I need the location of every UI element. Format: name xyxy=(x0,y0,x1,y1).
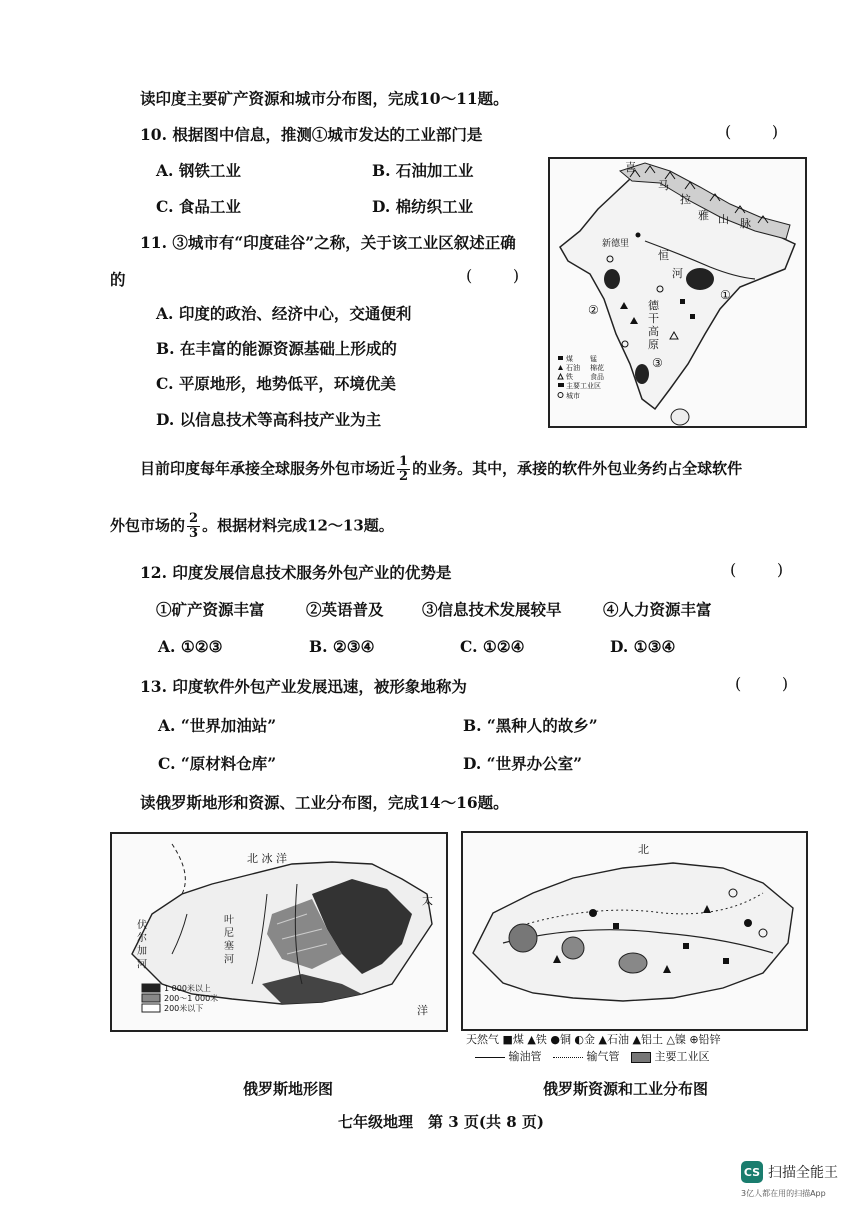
himalaya-label-5: 山 xyxy=(718,213,729,226)
india-minerals-map xyxy=(548,157,807,428)
q12-item-3: ③信息技术发展较早 xyxy=(422,600,562,619)
legend-cotton: 棉花 xyxy=(590,364,604,372)
fraction-two-thirds xyxy=(187,512,200,541)
new-delhi-label: 新德里 xyxy=(602,239,630,249)
q11-option-c: C. 平原地形，地势低平，环境优美 xyxy=(156,374,396,393)
intro-india: 读印度主要矿产资源和城市分布图，完成10～11题。 xyxy=(140,89,509,108)
legend-iron: 铁 xyxy=(566,373,573,381)
legend-200-1000: 200～1 000米 xyxy=(164,994,219,1003)
camscanner-logo-icon: CS xyxy=(741,1161,763,1183)
resource-map-north-label: 北 xyxy=(638,843,649,856)
arctic-ocean-label: 北 冰 洋 xyxy=(247,852,287,865)
q12-item-4: ④人力资源丰富 xyxy=(603,600,712,619)
himalaya-label-2: 马 xyxy=(658,179,669,192)
russia-terrain-map xyxy=(110,832,448,1032)
legend-industrial-area: 主要工业区 xyxy=(566,382,601,390)
himalaya-label-1: 喜 xyxy=(625,161,636,174)
material-line-1-end: 的业务。其中，承接的软件外包业务约占全球软件 xyxy=(412,459,743,478)
q13-option-b: B. “黑种人的故乡” xyxy=(463,716,598,735)
legend-city: 城市 xyxy=(566,392,580,400)
q12-item-1: ①矿产资源丰富 xyxy=(156,600,265,619)
q12-option-d: D. ①③④ xyxy=(610,637,676,656)
q12-item-2: ②英语普及 xyxy=(306,600,384,619)
fraction-half xyxy=(397,455,410,484)
legend-main-industrial-area: 主要工业区 xyxy=(654,1050,710,1063)
fraction-half-denominator: 2 xyxy=(399,469,409,484)
q11-option-d: D. 以信息技术等高科技产业为主 xyxy=(156,410,382,429)
material-line-2-end: 。根据材料完成12～13题。 xyxy=(202,516,394,535)
q10-stem: 10. 根据图中信息，推测①城市发达的工业部门是 xyxy=(140,125,483,144)
q11-option-a: A. 印度的政治、经济中心，交通便利 xyxy=(156,304,412,323)
q12-option-c: C. ①②④ xyxy=(460,637,525,656)
russia-terrain-svg xyxy=(112,834,446,1030)
india-map-circled-3: ③ xyxy=(652,356,663,370)
caption-russia-resources: 俄罗斯资源和工业分布图 xyxy=(543,1080,709,1098)
q10-option-d: D. 棉纺织工业 xyxy=(372,197,474,216)
q11-stem: 11. ③城市有“印度硅谷”之称，关于该工业区叙述正确 xyxy=(140,233,516,252)
q10-option-a: A. 钢铁工业 xyxy=(156,161,241,180)
material-line-1-start: 目前印度每年承接全球服务外包市场近 xyxy=(140,459,396,478)
q12-option-b: B. ②③④ xyxy=(309,637,375,656)
ganges-label-2: 河 xyxy=(672,267,683,280)
gas-pipeline-symbol xyxy=(553,1057,583,1058)
q11-option-b: B. 在丰富的能源资源基础上形成的 xyxy=(156,339,397,358)
industrial-zone-symbol xyxy=(631,1052,651,1063)
q13-option-d: D. “世界办公室” xyxy=(463,754,583,773)
q11-stem-continued: 的 xyxy=(110,270,126,289)
q10-option-c: C. 食品工业 xyxy=(156,197,241,216)
deccan-label-1: 德 xyxy=(648,299,659,312)
deccan-label-3: 高 xyxy=(648,325,659,338)
india-map-circled-1: ① xyxy=(720,288,731,302)
q12-stem: 12. 印度发展信息技术服务外包产业的优势是 xyxy=(140,563,452,582)
legend-below-200: 200米以下 xyxy=(164,1004,204,1013)
himalaya-label-6: 脉 xyxy=(740,217,751,230)
q13-option-c: C. “原材料仓库” xyxy=(158,754,277,773)
legend-manganese: 锰 xyxy=(590,355,597,363)
camscanner-brand: 扫描全能王 xyxy=(768,1165,838,1181)
q10-answer-paren[interactable]: ( ) xyxy=(725,122,779,141)
legend-food: 食品 xyxy=(590,373,604,381)
q13-answer-paren[interactable]: ( ) xyxy=(735,674,789,693)
legend-oil-pipeline: 输油管 xyxy=(508,1050,542,1063)
volga-label: 伏 尔 加 河 xyxy=(134,919,146,969)
legend-gas-pipeline: 输气管 xyxy=(586,1050,620,1063)
intro-russia: 读俄罗斯地形和资源、工业分布图，完成14～16题。 xyxy=(140,793,509,812)
india-map-circled-2: ② xyxy=(588,303,599,317)
yenisei-label: 叶 尼 塞 河 xyxy=(221,914,233,964)
resource-legend-row-1: 天然气 ■煤 ▲铁 ●铜 ◐金 ▲石油 ▲铝土 △镍 ⊕铅锌 xyxy=(466,1033,721,1046)
himalaya-label-4: 雅 xyxy=(698,209,709,222)
q10-option-b: B. 石油加工业 xyxy=(372,161,474,180)
q12-option-a: A. ①②③ xyxy=(158,637,223,656)
india-map-legend xyxy=(558,354,604,400)
material-line-2 xyxy=(110,512,394,541)
india-map-svg xyxy=(550,159,805,426)
legend-above-1000: 1 000米以上 xyxy=(164,984,211,993)
legend-coal: 煤 xyxy=(566,355,573,363)
resource-legend-row-2 xyxy=(475,1047,710,1067)
fraction-two-thirds-numerator: 2 xyxy=(189,511,199,526)
q11-answer-paren[interactable]: ( ) xyxy=(466,266,520,285)
q13-stem: 13. 印度软件外包产业发展迅速，被形象地称为 xyxy=(140,677,467,696)
material-line-2-start: 外包市场的 xyxy=(110,516,186,535)
deccan-label-4: 原 xyxy=(648,338,659,351)
russia-resource-svg xyxy=(463,833,806,1029)
himalaya-label-3: 拉 xyxy=(680,193,691,206)
caption-russia-terrain: 俄罗斯地形图 xyxy=(243,1080,334,1098)
oil-pipeline-symbol xyxy=(475,1057,505,1058)
pacific-label-bottom: 洋 xyxy=(417,1004,428,1017)
russia-resource-map xyxy=(461,831,808,1031)
material-line-1 xyxy=(140,455,742,484)
fraction-half-numerator: 1 xyxy=(399,454,409,469)
q13-option-a: A. “世界加油站” xyxy=(158,716,277,735)
pacific-label-top: 太 xyxy=(422,894,433,907)
terrain-legend xyxy=(142,983,218,1013)
legend-oil: 石油 xyxy=(566,364,580,372)
page-footer: 七年级地理 第 3 页(共 8 页) xyxy=(338,1113,544,1131)
ganges-label-1: 恒 xyxy=(658,249,669,262)
deccan-label-2: 干 xyxy=(648,312,659,325)
fraction-two-thirds-denominator: 3 xyxy=(189,526,199,541)
q12-answer-paren[interactable]: ( ) xyxy=(730,560,784,579)
camscanner-tagline: 3亿人都在用的扫描App xyxy=(741,1189,826,1198)
